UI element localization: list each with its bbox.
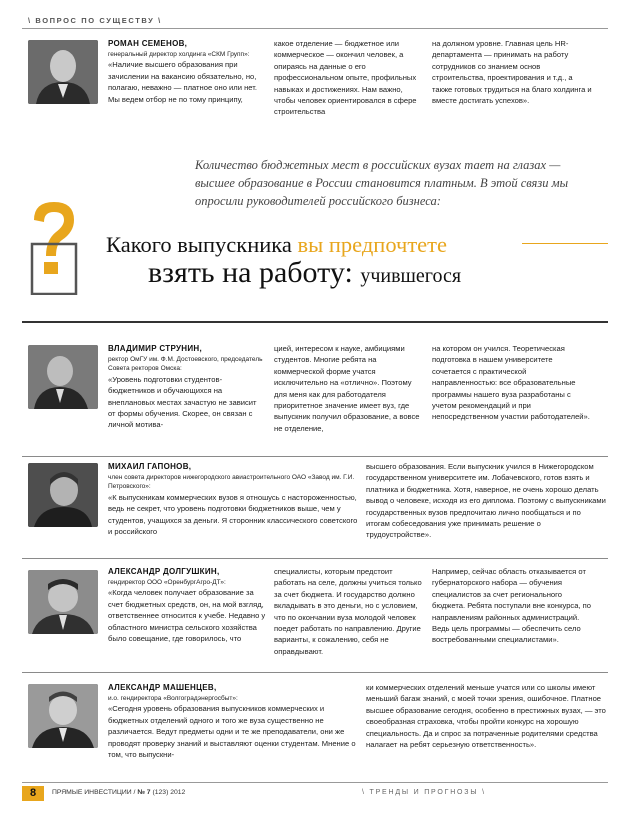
rubric-label: \ ВОПРОС ПО СУЩЕСТВУ \ xyxy=(28,16,162,25)
portrait-icon xyxy=(28,570,98,634)
expert-position: и.о. гендиректора «Волгоградэнергосбыт»: xyxy=(108,695,238,702)
quote-part-2: ки коммерческих отделений меньше учатся или со школы имеют меньший багаж знаний, с моей точки зрения, ошибочное. Платное высшее образование сегодня, особенно в престижных вузах, — это своеобразная страховка, чтобы пройти конкурс на хорошую специальность. Да и спрос за потраченные родителями средства налагает на ребят серьезную ответственность». xyxy=(366,683,606,749)
expert-name: АЛЕКСАНДР МАШЕНЦЕВ, xyxy=(108,683,217,692)
headline-accent-rule xyxy=(522,243,608,244)
issue-rest: (123) 2012 xyxy=(150,789,186,796)
expert-divider xyxy=(22,672,608,673)
quote-part-3: на котором он учился. Теоретическая подготовка в нашем университете сочетается с практической направленностью: все образовательные программы нашего вуза разработаны с учетом рекомендаций и при непосредственном участии работодателей». xyxy=(432,344,590,422)
issue-number: № 7 xyxy=(137,789,151,796)
headline-line-2 xyxy=(148,256,461,290)
expert-block-strunin xyxy=(22,343,608,453)
expert-block-gaponov xyxy=(22,461,608,559)
expert-column-a xyxy=(108,343,266,431)
quote-part-1: «Когда человек получает образование за счет бюджетных средств, он, на мой взгляд, ответственнее относится к учебе. Недавно у областного министра сельского хозяйства было совещание, где говорилось, что xyxy=(108,588,266,643)
quote-part-2: специалисты, которым предстоит работать на селе, должны учиться только за счет бюджета. И государство должно вкладывать в это деньги, но с условием, что по окончании вуза молодой человек поедет работать по направлению. Другие варианты, к сожалению, себя не оправдывают. xyxy=(274,567,422,656)
portrait-photo xyxy=(28,684,98,748)
expert-name: АЛЕКСАНДР ДОЛГУШКИН, xyxy=(108,567,220,576)
section-divider xyxy=(22,321,608,323)
quote-part-1: «Уровень подготовки студентов-бюджетников и обучающихся на внеплановых местах зачастую не зависит от формы обучения. Скорее, он связан с личной мотива- xyxy=(108,374,257,430)
quote-part-3: Например, сейчас область отказывается от губернаторского набора — обучения специалистов за счет регионального бюджета. Ребята поступали вне конкурса, по направлениям районных администраций. Ведь цель программы — обеспечить село востребованными специалистами». xyxy=(432,567,591,645)
magazine-name: ПРЯМЫЕ ИНВЕСТИЦИИ / xyxy=(52,789,138,796)
expert-position: ректор ОмГУ им. Ф.М. Достоевского, председатель Совета ректоров Омска: xyxy=(108,356,263,373)
lead-paragraph: Количество бюджетных мест в российских вузах тает на глазах — высшее образование в России становится платным. В этой связи мы опросили руководителей российского бизнеса: xyxy=(195,158,569,209)
expert-position: гендиректор ООО «ОренбургАгро-ДТ»: xyxy=(108,579,226,586)
portrait-photo xyxy=(28,570,98,634)
portrait-photo xyxy=(28,463,98,527)
headline-part2: взять на работу: xyxy=(148,256,361,289)
rubric-divider xyxy=(22,28,608,29)
expert-position: член совета директоров нижегородского авиастроительного ОАО «Завод им. Г.И. Петровского»: xyxy=(108,474,355,491)
portrait-icon xyxy=(28,40,98,104)
expert-name: ВЛАДИМИР СТРУНИН, xyxy=(108,344,202,353)
quote-part-1: «К выпускникам коммерческих вузов я отношусь с настороженностью, ведь не секрет, что уровень подготовки бюджетников выше, чем у студентов, учащихся за деньги. Я сторонник классического советского и российского xyxy=(108,492,358,537)
quote-part-2: цией, интересом к науке, амбициями студентов. Многие ребята на коммерческой форме учатся исключительно на «отлично». Поэтому для меня как для работодателя приоритетное значение имеет вуз, где выпускник получил образование, а вовсе не отделение, xyxy=(274,344,420,433)
footer-divider xyxy=(22,782,608,783)
quote-part-1: «Сегодня уровень образования выпускников коммерческих и бюджетных отделений одного и того же вуза существенно не различается. Ведут предметы одни и те же преподаватели, они же проводят проверку знаний и выставляют оценки студентам. Мнение о том, что выпускни- xyxy=(108,704,356,759)
expert-block-semenov xyxy=(22,38,608,150)
quote-part-3: на должном уровне. Главная цель HR-департамента — принимать на работу сотрудников со знанием основ строительства, проектирования и т.д., а также готовых трудиться на благо холдинга и вместе достигать успехов». xyxy=(432,39,592,105)
expert-divider xyxy=(22,558,608,559)
expert-divider xyxy=(22,456,608,457)
expert-name: РОМАН СЕМЕНОВ, xyxy=(108,39,188,48)
expert-name: МИХАИЛ ГАПОНОВ, xyxy=(108,462,192,471)
quote-part-1: «Наличие высшего образования при зачислении на вакансию обязательно, но, полагаю, неважно — платное оно или нет. Мы ведем отбор не по тому принципу, xyxy=(108,60,257,104)
expert-column-a xyxy=(108,461,358,537)
expert-block-dolgushkin xyxy=(22,566,608,672)
expert-block-mashentsev xyxy=(22,682,608,778)
quote-part-2: какое отделение — бюджетное или коммерческое — окончил человек, а опираясь на данные о его профессиональном опыте, профильных навыках и достижениях. Нам важно, чтобы человек ориентировался в сфере строительства xyxy=(274,39,417,117)
portrait-photo xyxy=(28,40,98,104)
expert-column-a xyxy=(108,566,266,644)
page-number: 8 xyxy=(22,786,44,801)
portrait-photo xyxy=(28,345,98,409)
portrait-icon xyxy=(28,684,98,748)
section-label: \ ТРЕНДЫ И ПРОГНОЗЫ \ xyxy=(362,789,486,796)
portrait-icon xyxy=(28,463,98,527)
quote-part-2: высшего образования. Если выпускник учился в Нижегородском государственном университете им. Лобачевского, готов взять и платника и бюджетника. Хотя, наверное, не очень хорошо делать вывод о человеке, исходя из его диплома. Поэтому с выпускниками государственных вузов предпочитаю лично пообщаться и по итогам собеседования уже принимать решение о трудоустройстве». xyxy=(366,462,606,540)
expert-column-a xyxy=(108,38,266,105)
headline-accent: вы предпочтете xyxy=(297,232,447,257)
headline-part1: Какого выпускника xyxy=(106,232,298,257)
expert-position: генеральный директор холдинга «СКМ Групп»: xyxy=(108,51,250,58)
expert-column-a xyxy=(108,682,358,760)
headline-part2-small: учившегося xyxy=(360,265,462,287)
headline-line-1 xyxy=(106,232,447,258)
portrait-icon xyxy=(28,345,98,409)
magazine-title xyxy=(52,789,185,796)
question-mark-icon xyxy=(30,200,78,295)
